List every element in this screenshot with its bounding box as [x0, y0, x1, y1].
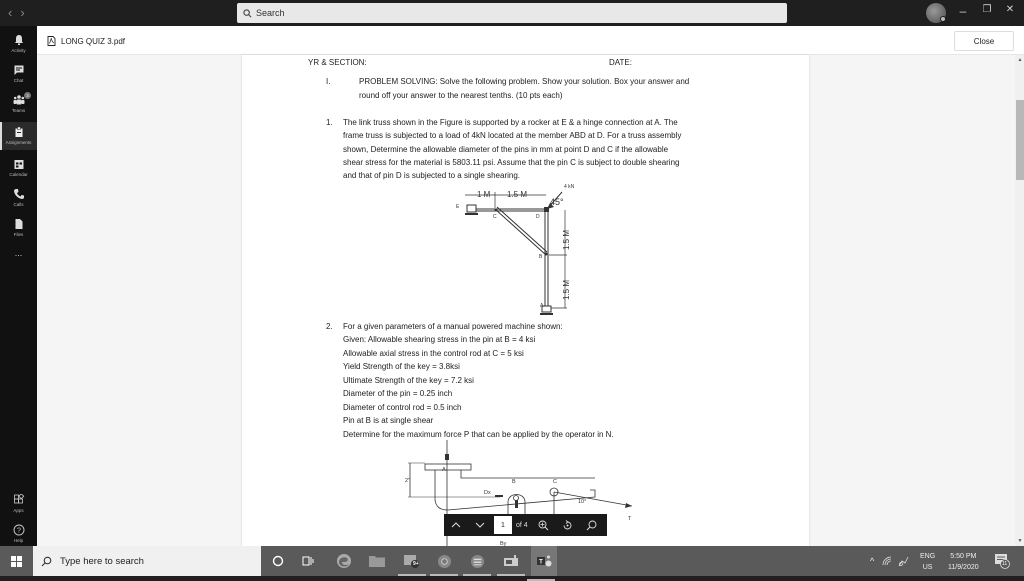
problem2-line: Yield Strength of the key = 3.8ksi	[343, 362, 460, 371]
date-label: DATE:	[609, 58, 632, 67]
clock[interactable]	[948, 551, 979, 573]
pdf-viewer	[37, 55, 1024, 546]
date: 11/9/2020	[948, 564, 979, 571]
rail-item-assignments[interactable]	[0, 122, 37, 150]
cortana-icon	[272, 555, 284, 567]
problem2-line: Allowable axial stress in the control rod at C = 5 ksi	[343, 349, 524, 358]
chrome-app[interactable]	[434, 551, 454, 571]
folder-icon	[369, 555, 385, 567]
rail-item-more[interactable]	[0, 248, 37, 264]
problem2-line: Diameter of control rod = 0.5 inch	[343, 403, 462, 412]
scroll-up-icon[interactable]: ▲	[1017, 57, 1023, 63]
app-icon	[470, 554, 485, 569]
start-button[interactable]	[0, 546, 33, 576]
problem2-line: Determine for the maximum force P that can be applied by the operator in N.	[343, 430, 614, 439]
rail-label: Activity	[11, 48, 26, 53]
teams-app[interactable]	[531, 546, 557, 576]
svg-text:2": 2"	[405, 478, 411, 484]
bell-icon	[13, 34, 25, 46]
problem1-line: shown, Determine the allowable diameter of the pins in mm at point D and C if the allowable	[343, 145, 669, 154]
notification-count: 11	[1002, 561, 1008, 567]
problem2-line: Ultimate Strength of the key = 7.2 ksi	[343, 376, 474, 385]
presentation-icon	[503, 554, 519, 568]
svg-text:C: C	[493, 214, 497, 220]
close-window-button[interactable]: ✕	[1005, 4, 1015, 15]
problem2-line: For a given parameters of a manual powered machine shown:	[343, 322, 563, 331]
problem1-line: The link truss shown in the Figure is supported by a rocker at E & a hinge connection at A. The	[343, 118, 678, 127]
presence-status-icon	[940, 16, 946, 22]
search-icon	[586, 520, 597, 531]
rail-item-calls[interactable]	[0, 184, 37, 210]
rail-item-teams[interactable]	[0, 90, 37, 118]
svg-text:45°: 45°	[550, 197, 564, 207]
problem2-line: Diameter of the pin = 0.25 inch	[343, 389, 453, 398]
teams-badge: 3	[24, 92, 31, 99]
problem1-line: frame truss is subjected to a load of 4kN located at the member ABD at D. For a truss assembly	[343, 131, 682, 140]
wifi-icon[interactable]	[882, 556, 892, 566]
rail-label: Calls	[13, 202, 24, 207]
previous-page-button[interactable]	[444, 514, 468, 536]
problem1-number: 1.	[326, 118, 333, 127]
search-input[interactable]	[237, 3, 787, 23]
rail-label: Teams	[11, 108, 26, 113]
back-icon[interactable]: ‹	[8, 5, 21, 20]
taskbar-search-input[interactable]	[33, 546, 261, 576]
svg-text:4 kN: 4 kN	[564, 184, 575, 190]
svg-text:1.5 M: 1.5 M	[507, 190, 528, 199]
edge-app[interactable]	[334, 551, 354, 571]
app-rail	[0, 26, 37, 546]
rail-label: Help	[13, 538, 24, 543]
label-E: E	[456, 204, 460, 210]
instructions-line: PROBLEM SOLVING: Solve the following problem. Show your solution. Box your answer and	[359, 77, 690, 86]
pdf-page	[242, 55, 809, 546]
svg-text:A: A	[540, 303, 544, 309]
taskbar-search-placeholder: Type here to search	[60, 555, 144, 567]
windows-logo-icon	[11, 556, 22, 567]
yr-section-label: YR & SECTION:	[308, 58, 367, 67]
maximize-button[interactable]: ❐	[982, 4, 992, 15]
chrome-icon	[437, 554, 452, 569]
document-title	[47, 36, 125, 46]
teams-app-icon	[536, 553, 552, 569]
document-header	[37, 26, 1024, 55]
search-icon	[41, 556, 52, 567]
find-button[interactable]	[580, 514, 604, 536]
rail-label: Chat	[13, 78, 24, 83]
more-icon: ...	[14, 248, 23, 258]
rail-label: Apps	[13, 508, 24, 513]
svg-text:Dx: Dx	[484, 490, 491, 496]
photos-app[interactable]	[402, 551, 422, 571]
show-hidden-icons-chevron-icon[interactable]: ^	[870, 556, 875, 566]
problem1-line: shear stress for the material is 5803.11 psi. Assume that the pin C is subject to double shearing	[343, 158, 680, 167]
problem1-line: and that of pin D is subjected to a single shearing.	[343, 171, 520, 180]
system-tray	[870, 546, 909, 576]
phone-icon	[13, 188, 25, 200]
instructions-line: round off your answer to the nearest tenths. (10 pts each)	[359, 91, 563, 100]
time: 5:50 PM	[950, 553, 977, 560]
rail-item-help[interactable]	[0, 522, 37, 546]
problem2-number: 2.	[326, 322, 333, 331]
calendar-icon	[13, 158, 25, 170]
scroll-thumb[interactable]	[1016, 100, 1024, 180]
svg-text:T: T	[539, 559, 543, 566]
rail-item-apps[interactable]	[0, 492, 37, 518]
vertical-scrollbar[interactable]	[1015, 55, 1024, 546]
svg-text:1.5 M: 1.5 M	[562, 279, 571, 300]
rotate-icon	[562, 520, 573, 531]
scroll-down-icon[interactable]: ▼	[1017, 538, 1023, 544]
task-view-icon	[302, 555, 314, 567]
rail-label: Files	[13, 232, 24, 237]
task-view-button[interactable]	[298, 551, 318, 571]
next-page-button[interactable]	[468, 514, 492, 536]
rotate-button[interactable]	[556, 514, 580, 536]
search-icon	[243, 9, 252, 18]
zoom-in-icon	[538, 520, 549, 531]
file-icon	[13, 218, 25, 230]
zoom-in-button[interactable]	[532, 514, 556, 536]
problem2-line: Given: Allowable shearing stress in the pin at B = 4 ksi	[343, 335, 536, 344]
meeting-app[interactable]	[501, 551, 521, 571]
svg-text:B: B	[512, 479, 516, 485]
app-icon[interactable]	[467, 551, 487, 571]
help-icon	[13, 524, 25, 536]
svg-text:By: By	[500, 541, 507, 546]
svg-text:1 M: 1 M	[477, 190, 491, 199]
close-document-button[interactable]: Close	[954, 31, 1014, 51]
chevron-up-icon	[451, 522, 461, 528]
assignments-icon	[13, 126, 25, 138]
chevron-down-icon	[475, 522, 485, 528]
svg-text:A: A	[442, 467, 446, 473]
page-number-input[interactable]: 1	[494, 516, 512, 534]
rail-item-files[interactable]	[0, 214, 37, 240]
rail-item-calendar[interactable]	[0, 154, 37, 180]
language-indicator[interactable]: ENG US	[920, 553, 936, 571]
pdf-toolbar	[444, 514, 607, 536]
document-filename: LONG QUIZ 3.pdf	[61, 36, 126, 46]
section-number: I.	[326, 77, 331, 86]
search-placeholder: Search	[256, 8, 285, 18]
photos-badge: 9+	[413, 561, 419, 567]
svg-text:D: D	[536, 214, 540, 220]
pdf-file-icon	[47, 36, 56, 46]
rail-item-chat[interactable]	[0, 60, 37, 86]
title-bar	[0, 0, 1024, 26]
svg-text:1.5 M: 1.5 M	[562, 229, 571, 250]
problem2-line: Pin at B is at single shear	[343, 416, 434, 425]
file-explorer-app[interactable]	[367, 551, 387, 571]
svg-text:10°: 10°	[578, 499, 587, 505]
forward-icon[interactable]: ›	[20, 5, 33, 20]
chat-icon	[13, 64, 25, 76]
page-count: of 4	[516, 521, 528, 529]
svg-text:B: B	[539, 254, 543, 260]
taskbar	[0, 546, 1024, 576]
cortana-button[interactable]	[268, 551, 288, 571]
nav-arrows	[8, 5, 33, 20]
rail-label: Calendar	[9, 172, 28, 177]
network-icon[interactable]	[898, 556, 909, 567]
truss-figure	[450, 180, 600, 320]
svg-text:T: T	[628, 516, 632, 522]
svg-text:C: C	[553, 479, 557, 485]
action-center-button[interactable]	[994, 553, 1010, 574]
edge-icon	[336, 553, 352, 569]
minimize-button[interactable]: –	[959, 4, 967, 18]
rail-label: Assignments	[5, 140, 32, 145]
svg-text:?: ?	[16, 527, 21, 535]
apps-icon	[13, 494, 25, 506]
rail-item-activity[interactable]	[0, 30, 37, 56]
teams-icon	[13, 94, 25, 106]
